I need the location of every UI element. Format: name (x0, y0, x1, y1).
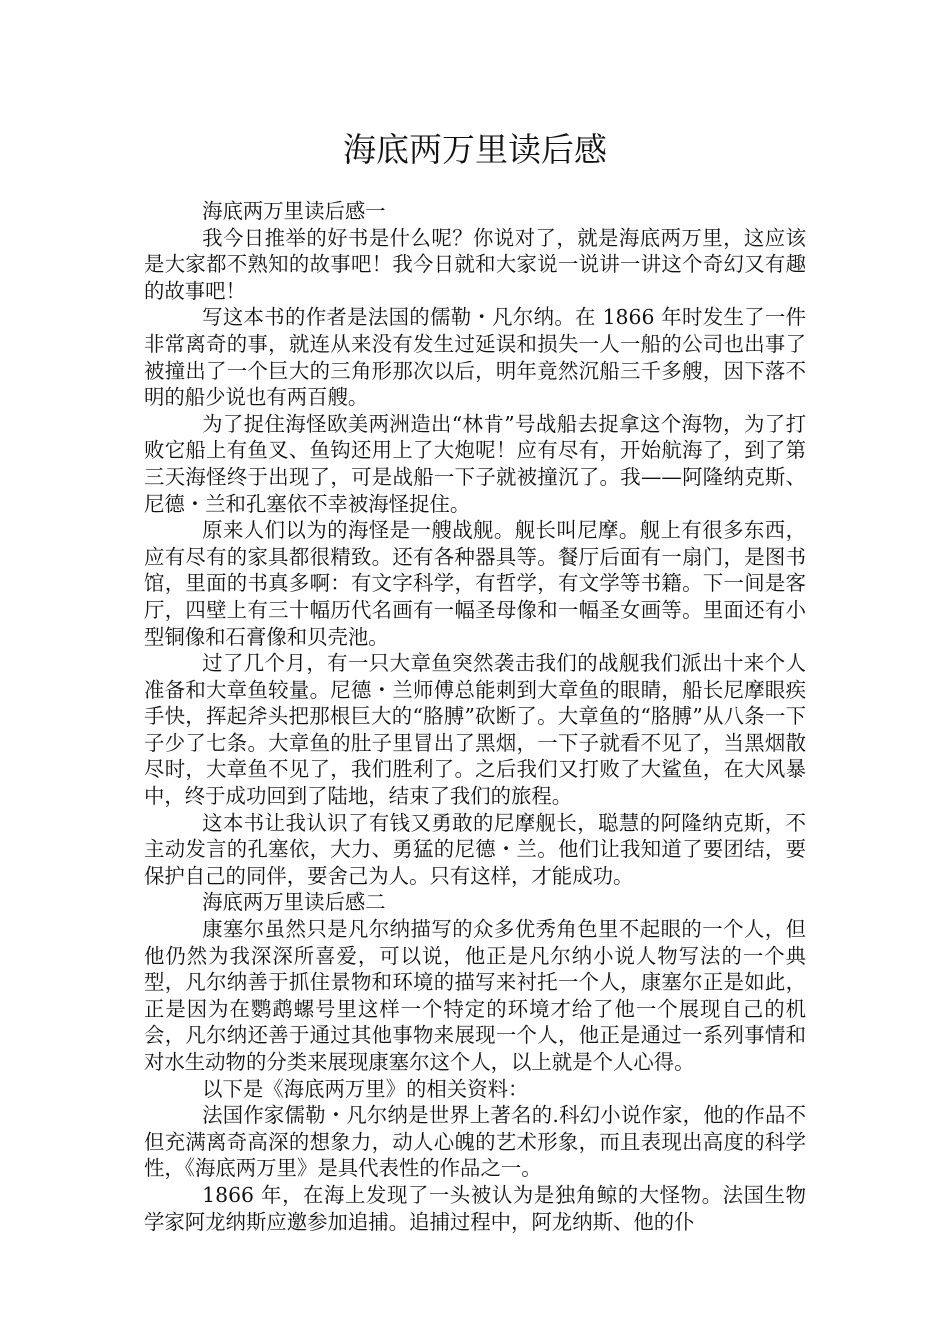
paragraph: 我今日推举的好书是什么呢？你说对了，就是海底两万里，这应该是大家都不熟知的故事吧！我今日就和大家说一说讲一讲这个奇幻又有趣的故事吧！ (144, 225, 806, 303)
paragraph: 写这本书的作者是法国的儒勒・凡尔纳。在 1866 年时发生了一件非常离奇的事，就连从来没有发生过延误和损失一人一船的公司也出事了被撞出了一个巨大的三角形那次以后，明年竟然沉船三千多艘，因下落不明的船少说也有两百艘。 (144, 305, 806, 410)
section-heading-2: 海底两万里读后感二 (202, 890, 386, 915)
paragraph: 这本书让我认识了有钱又勇敢的尼摩舰长，聪慧的阿隆纳克斯，不主动发言的孔塞依，大力、勇猛的尼德・兰。他们让我知道了要团结，要保护自己的同伴，要舍己为人。只有这样，才能成功。 (144, 810, 806, 888)
paragraph: 法国作家儒勒・凡尔纳是世界上著名的.科幻小说作家，他的作品不但充满离奇高深的想象力，动人心魄的艺术形象，而且表现出高度的科学性，《海底两万里》是具代表性的作品之一。 (144, 1103, 806, 1181)
paragraph: 为了捉住海怪欧美两洲造出“林肯”号战船去捉拿这个海物，为了打败它船上有鱼叉、鱼钩还用上了大炮呢！应有尽有，开始航海了，到了第三天海怪终于出现了，可是战船一下子就被撞沉了。我——阿隆纳克斯、尼德・兰和孔塞依不幸被海怪捉住。 (144, 411, 806, 516)
paragraph: 以下是《海底两万里》的相关资料： (202, 1076, 529, 1101)
document-body (144, 198, 806, 1235)
paragraph: 1866 年，在海上发现了一头被认为是独角鲸的大怪物。法国生物学家阿龙纳斯应邀参加追捕。追捕过程中，阿龙纳斯、他的仆 (144, 1182, 806, 1234)
paragraph: 过了几个月，有一只大章鱼突然袭击我们的战舰我们派出十来个人准备和大章鱼较量。尼德・兰师傅总能刺到大章鱼的眼睛，船长尼摩眼疾手快，挥起斧头把那根巨大的“胳膊”砍断了。大章鱼的“胳膊”从八条一下子少了七条。大章鱼的肚子里冒出了黑烟，一下子就看不见了，当黑烟散尽时，大章鱼不见了，我们胜利了。之后我们又打败了大鲨鱼，在大风暴中，终于成功回到了陆地，结束了我们的旅程。 (144, 651, 806, 809)
document-title: 海底两万里读后感 (343, 130, 607, 169)
section-heading-1: 海底两万里读后感一 (202, 199, 386, 223)
paragraph: 康塞尔虽然只是凡尔纳描写的众多优秀角色里不起眼的一个人，但他仍然为我深深所喜爱，可以说，他正是凡尔纳小说人物写法的一个典型，凡尔纳善于抓住景物和环境的描写来衬托一个人，康塞尔正是如此，正是因为在鹦鹉螺号里这样一个特定的环境才给了他一个展现自己的机会，凡尔纳还善于通过其他事物来展现一个人，他正是通过一系列事情和对水生动物的分类来展现康塞尔这个人，以上就是个人心得。 (144, 917, 806, 1074)
paragraph: 原来人们以为的海怪是一艘战舰。舰长叫尼摩。舰上有很多东西，应有尽有的家具都很精致。还有各种器具等。餐厅后面有一扇门，是图书馆，里面的书真多啊：有文字科学，有哲学，有文学等书籍。下一间是客厅，四壁上有三十幅历代名画有一幅圣母像和一幅圣女画等。里面还有小型铜像和石膏像和贝壳池。 (144, 518, 806, 649)
